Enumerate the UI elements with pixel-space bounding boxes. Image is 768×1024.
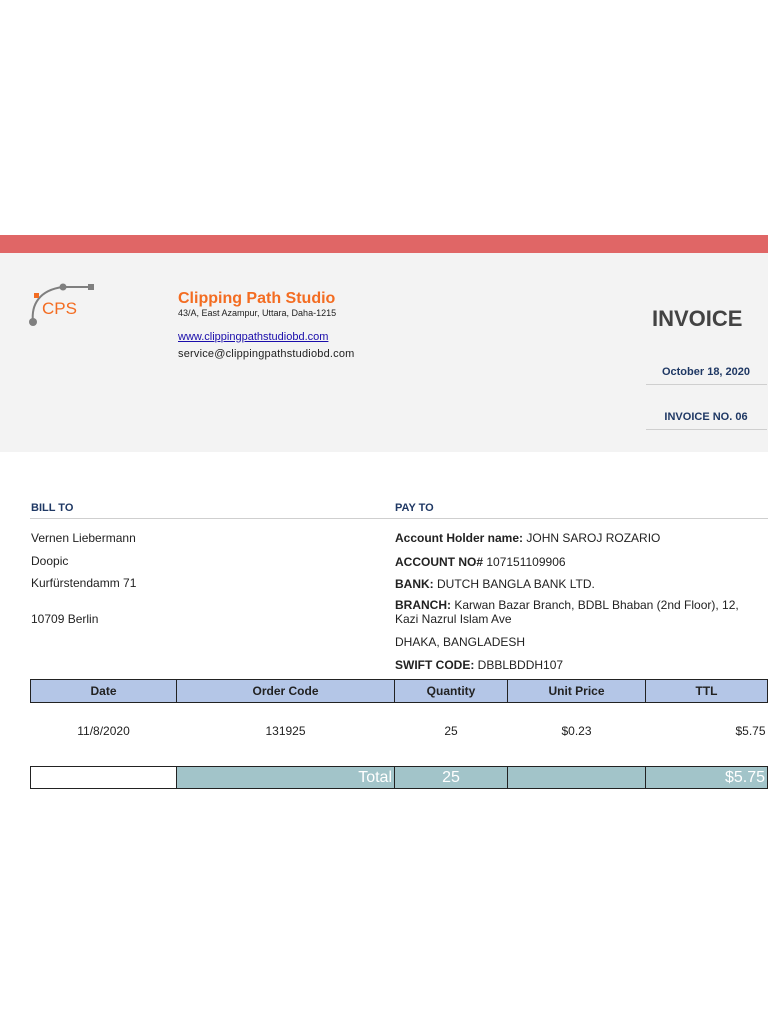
total-label: Total xyxy=(177,767,395,789)
branch-value-line2: Kazi Nazrul Islam Ave xyxy=(395,612,512,626)
branch-label: BRANCH: xyxy=(395,598,451,612)
company-name: Clipping Path Studio xyxy=(178,290,336,307)
swift-code-value: DBBLBDDH107 xyxy=(477,658,564,672)
account-number xyxy=(395,555,566,569)
col-header-date: Date xyxy=(31,680,177,703)
invoice-date: October 18, 2020 xyxy=(661,366,751,378)
company-email: service@clippingpathstudiobd.com xyxy=(178,348,355,360)
company-website-link[interactable]: www.clippingpathstudiobd.com xyxy=(178,331,329,343)
swift-code-label: SWIFT CODE: xyxy=(395,658,475,672)
total-unit-price-empty xyxy=(508,767,646,789)
divider xyxy=(646,429,767,430)
pay-to-label: PAY TO xyxy=(395,502,434,514)
account-holder xyxy=(395,531,660,545)
totals-row xyxy=(30,766,768,789)
account-number-value: 107151109906 xyxy=(486,555,566,569)
bank-label: BANK: xyxy=(395,577,434,591)
bill-to-street: Kurfürstendamm 71 xyxy=(31,576,137,590)
branch-value-line1: Karwan Bazar Branch, BDBL Bhaban (2nd Floor), 12, xyxy=(454,598,739,612)
divider xyxy=(30,518,768,519)
bill-to-company: Doopic xyxy=(31,554,69,568)
bank xyxy=(395,577,595,591)
items-table xyxy=(30,679,768,758)
cell-date: 11/8/2020 xyxy=(77,723,130,738)
table-header-row xyxy=(31,680,768,703)
bank-value: DUTCH BANGLA BANK LTD. xyxy=(437,577,595,591)
col-header-order-code: Order Code xyxy=(177,680,395,703)
col-header-unit-price: Unit Price xyxy=(508,680,646,703)
table-row xyxy=(31,703,768,759)
swift-code xyxy=(395,658,563,672)
account-holder-value: JOHN SAROJ ROZARIO xyxy=(526,531,661,545)
total-quantity: 25 xyxy=(395,767,508,789)
company-logo xyxy=(25,280,100,330)
bill-to-label: BILL TO xyxy=(31,502,74,514)
invoice-title: INVOICE xyxy=(652,306,743,331)
account-number-label: ACCOUNT NO# xyxy=(395,555,484,569)
branch xyxy=(395,598,739,612)
totals-empty-cell xyxy=(31,767,177,789)
account-holder-label: Account Holder name: xyxy=(395,531,524,545)
cell-unit-price: $0.23 xyxy=(561,723,592,738)
logo-text: CPS xyxy=(42,299,77,318)
cell-ttl: $5.75 xyxy=(735,723,766,738)
invoice-number: INVOICE NO. 06 xyxy=(664,411,748,423)
pay-to-city: DHAKA, BANGLADESH xyxy=(395,635,526,649)
accent-bar xyxy=(0,235,768,253)
bill-to-city: 10709 Berlin xyxy=(31,612,99,626)
col-header-quantity: Quantity xyxy=(395,680,508,703)
bill-to-name: Vernen Liebermann xyxy=(31,531,136,545)
cell-order-code: 131925 xyxy=(265,723,306,738)
company-address: 43/A, East Azampur, Uttara, Daha-1215 xyxy=(178,308,337,318)
total-amount: $5.75 xyxy=(646,767,768,789)
cell-quantity: 25 xyxy=(444,723,458,738)
divider xyxy=(646,384,767,385)
col-header-ttl: TTL xyxy=(646,680,768,703)
